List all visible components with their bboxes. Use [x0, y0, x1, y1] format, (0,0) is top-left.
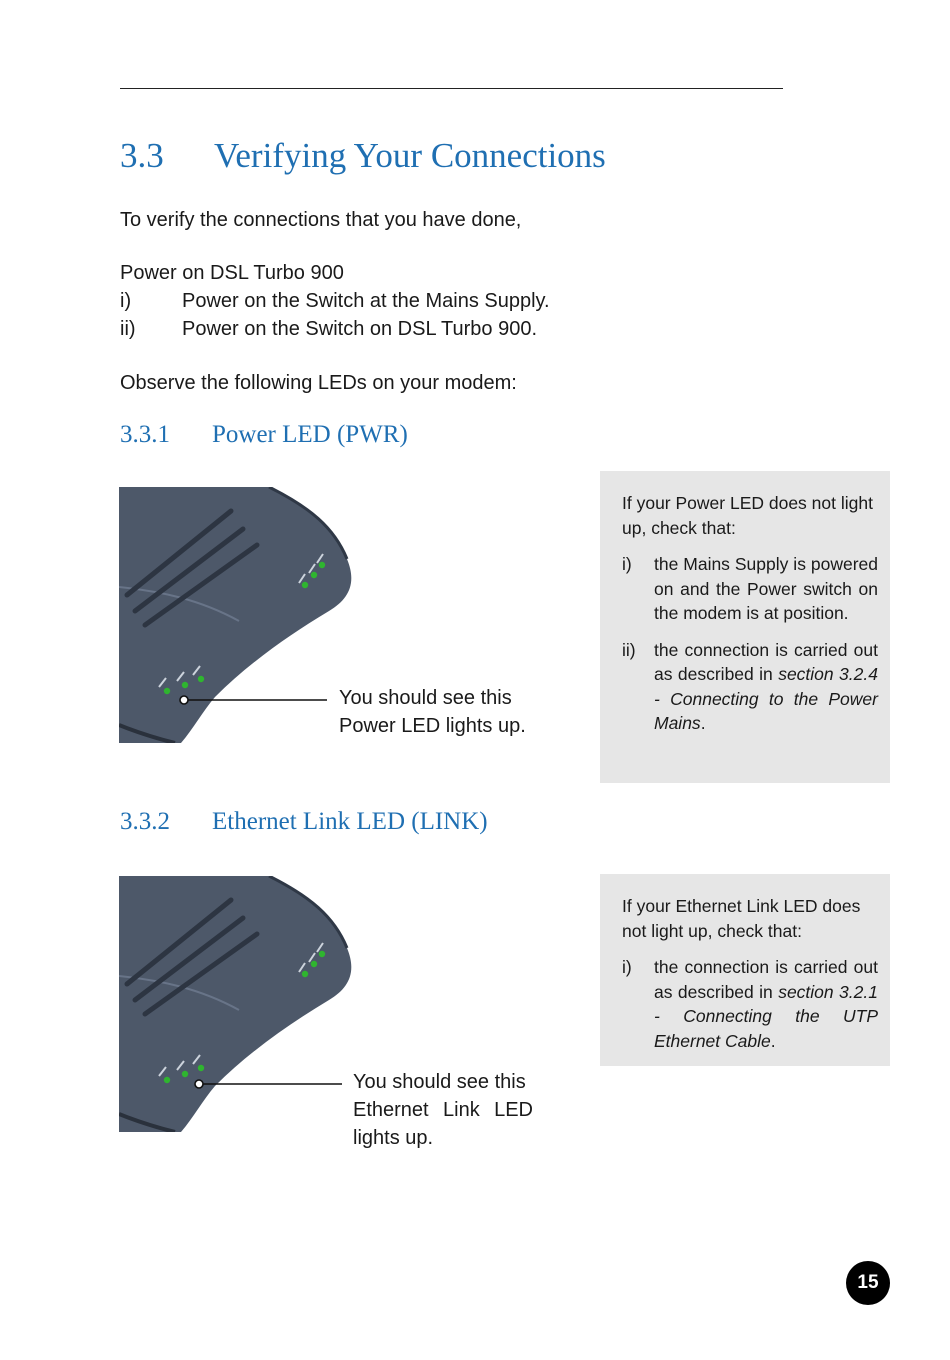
page-number: 15	[857, 1272, 879, 1293]
note-item-text: the connection is carried out as described in	[654, 957, 878, 1002]
section-reference: section 3.2.1 - Connecting the UTP Ethernet Cable	[654, 981, 878, 1051]
note-item-body	[654, 638, 878, 736]
step-marker: ii)	[120, 318, 136, 340]
note-item	[622, 552, 878, 626]
modem-illustration-link	[119, 876, 355, 1132]
callout-line: You should see this	[353, 1071, 526, 1093]
subsection-title-text: Ethernet Link LED (LINK)	[212, 808, 488, 835]
callout-line: lights up.	[353, 1127, 434, 1149]
page-number-badge	[846, 1261, 890, 1305]
callout-leader-pwr	[176, 692, 328, 708]
callout-leader-link	[191, 1076, 343, 1092]
section-reference: section 3.2.4 - Connecting to the Power Mains	[654, 664, 878, 733]
troubleshoot-note-link	[600, 874, 890, 1066]
step-item	[120, 315, 537, 343]
callout-line: Power LED lights up.	[339, 715, 526, 737]
note-item	[622, 638, 878, 736]
section-title-text: Verifying Your Connections	[214, 136, 606, 175]
note-intro: If your Power LED does not light up, check that:	[622, 493, 873, 538]
section-title	[120, 136, 606, 176]
note-item-marker: i)	[622, 957, 632, 977]
step-marker: i)	[120, 290, 132, 312]
power-heading: Power on DSL Turbo 900	[120, 262, 344, 284]
section-number: 3.3	[120, 136, 164, 175]
step-text: Power on the Switch at the Mains Supply.	[182, 290, 550, 312]
subsection-number: 3.3.2	[120, 808, 170, 835]
header-rule	[120, 88, 783, 89]
note-item-tail: .	[770, 1030, 776, 1051]
intro-text: To verify the connections that you have done,	[120, 209, 522, 231]
step-item	[120, 287, 550, 315]
subsection-title-link	[120, 808, 488, 836]
note-item-marker: ii)	[622, 639, 636, 660]
callout-text-pwr	[339, 684, 526, 740]
subsection-title-text: Power LED (PWR)	[212, 421, 408, 448]
troubleshoot-note-pwr	[600, 471, 890, 783]
callout-line: You should see this	[339, 687, 512, 709]
step-text: Power on the Switch on DSL Turbo 900.	[182, 318, 538, 340]
callout-text-link	[353, 1068, 533, 1152]
note-item-marker: i)	[622, 554, 632, 574]
note-intro: If your Ethernet Link LED does not light up, check that:	[622, 896, 861, 941]
subsection-title-pwr	[120, 421, 408, 449]
subsection-number: 3.3.1	[120, 421, 170, 448]
note-item-text: the Mains Supply is powered on and the Power switch on the modem is at position.	[654, 554, 878, 623]
observe-text: Observe the following LEDs on your modem:	[120, 372, 517, 394]
callout-line: Ethernet Link LED	[353, 1099, 533, 1121]
note-item-body	[654, 955, 878, 1053]
note-item	[622, 955, 878, 1053]
note-item-text: the connection is carried out as described in	[654, 639, 878, 684]
note-item-tail: .	[700, 713, 706, 733]
